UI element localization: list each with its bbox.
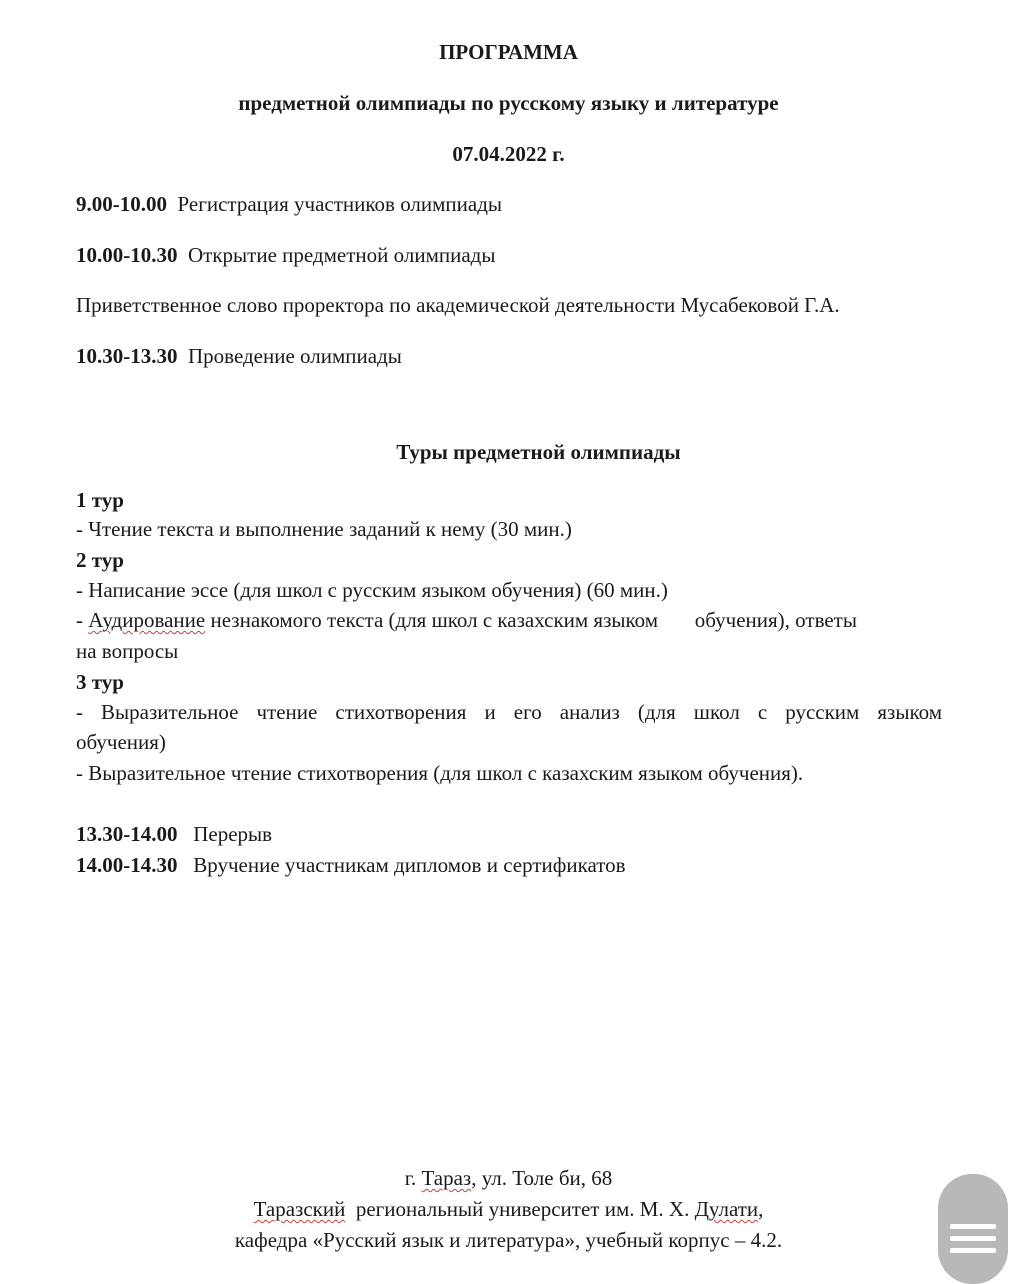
tour-3-label: 3 тур bbox=[76, 670, 124, 694]
schedule-text: Открытие предметной олимпиады bbox=[188, 243, 496, 267]
spellcheck-word: Тараз bbox=[421, 1166, 472, 1190]
schedule-time: 9.00-10.00 bbox=[76, 192, 167, 216]
hamburger-menu-icon[interactable] bbox=[938, 1174, 1008, 1284]
menu-bar bbox=[950, 1224, 996, 1229]
tour-2-label: 2 тур bbox=[76, 548, 124, 572]
footer-university: Таразский региональный университет им. М. Х. Дулати, bbox=[253, 1197, 764, 1221]
schedule-time: 13.30-14.00 bbox=[76, 822, 178, 846]
tour-1-item: - Чтение текста и выполнение заданий к нему (30 мин.) bbox=[76, 517, 572, 541]
schedule-text: Перерыв bbox=[193, 822, 273, 846]
schedule-time: 10.30-13.30 bbox=[76, 344, 178, 368]
document-subtitle: предметной олимпиады по русскому языку и литературе bbox=[238, 91, 779, 115]
schedule-row-registration bbox=[76, 192, 502, 217]
tour-3-item-analysis: - Выразительное чтение стихотворения и его анализ (для школ с русским языком bbox=[76, 700, 942, 724]
spellcheck-word: Дулати bbox=[694, 1197, 759, 1221]
tour-3-item-analysis-cont: обучения) bbox=[76, 730, 166, 754]
tour-3-item-reading: - Выразительное чтение стихотворения (для школ с казахским языком обучения). bbox=[76, 761, 804, 785]
spellcheck-word: Таразский bbox=[253, 1197, 346, 1221]
tours-heading: Туры предметной олимпиады bbox=[396, 440, 681, 464]
schedule-text: Приветственное слово проректора по академической деятельности Мусабековой Г.А. bbox=[76, 293, 840, 317]
spellcheck-word: Аудирование bbox=[88, 608, 206, 632]
tour-2-item-listening-cont: на вопросы bbox=[76, 639, 179, 663]
document-title: ПРОГРАММА bbox=[439, 40, 578, 64]
menu-bar bbox=[950, 1236, 996, 1241]
tour-1-label: 1 тур bbox=[76, 488, 124, 512]
document-date: 07.04.2022 г. bbox=[452, 142, 565, 166]
schedule-text: Регистрация участников олимпиады bbox=[177, 192, 503, 216]
menu-bar bbox=[950, 1248, 996, 1253]
schedule-text: Проведение олимпиады bbox=[188, 344, 402, 368]
footer-department: кафедра «Русский язык и литература», учебный корпус – 4.2. bbox=[234, 1228, 783, 1252]
schedule-text: Вручение участникам дипломов и сертификатов bbox=[193, 853, 626, 877]
tour-2-item-essay: - Написание эссе (для школ с русским языком обучения) (60 мин.) bbox=[76, 578, 668, 602]
schedule-row-awards bbox=[76, 853, 626, 878]
tour-2-item-listening: - Аудирование незнакомого текста (для школ с казахским языком обучения), ответы bbox=[76, 608, 857, 632]
schedule-row-break bbox=[76, 822, 272, 847]
schedule-row-olympiad bbox=[76, 344, 402, 369]
schedule-time: 10.00-10.30 bbox=[76, 243, 178, 267]
schedule-time: 14.00-14.30 bbox=[76, 853, 178, 877]
schedule-row-opening bbox=[76, 243, 495, 268]
schedule-row-greeting bbox=[76, 293, 840, 318]
footer-address: г. Тараз, ул. Толе би, 68 bbox=[404, 1166, 613, 1190]
